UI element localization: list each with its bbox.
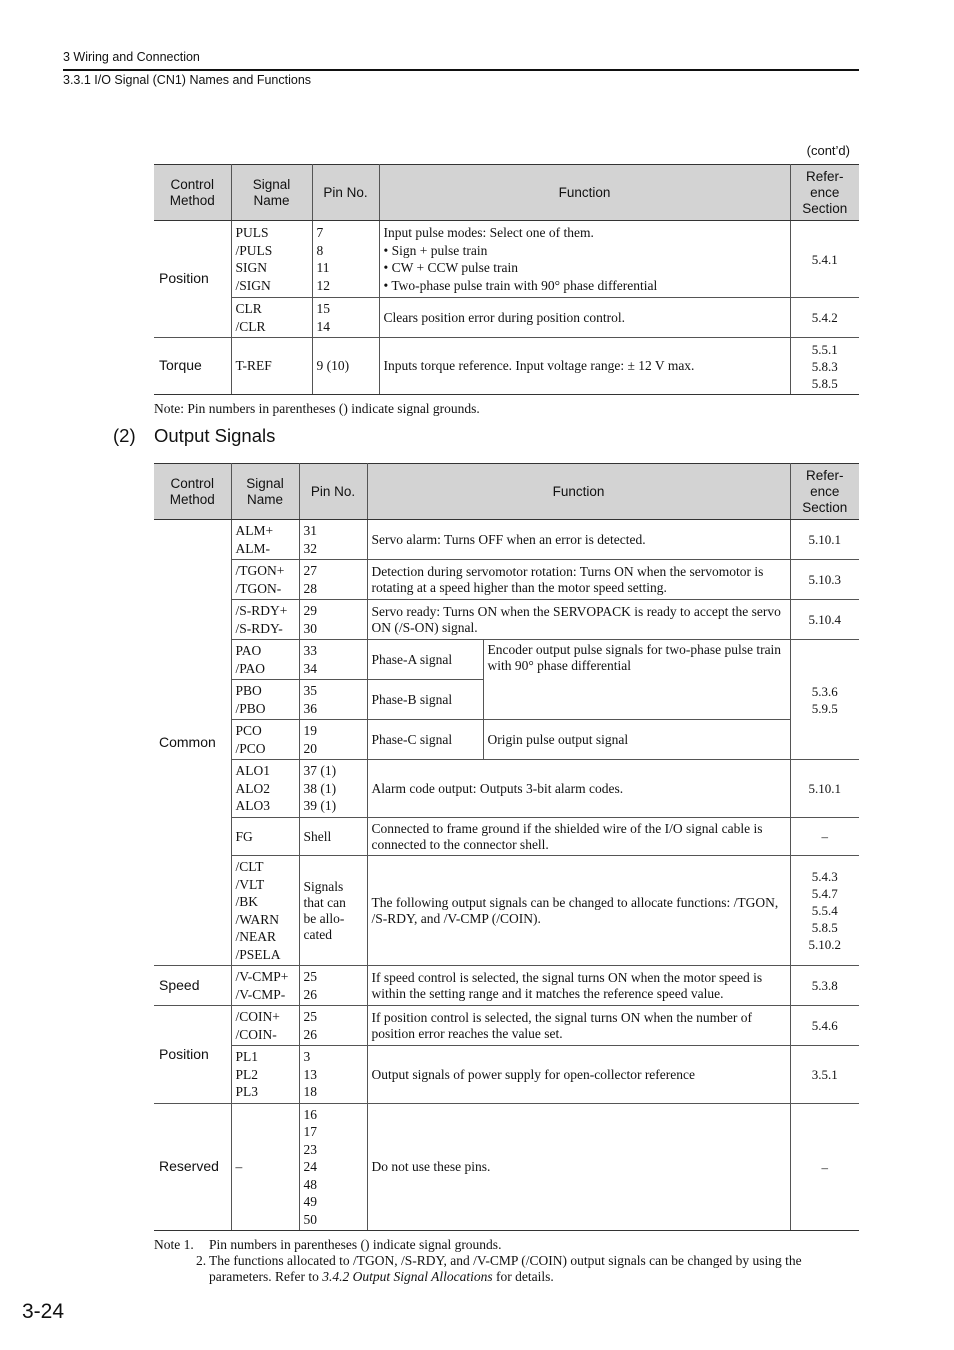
function-intro: Input pulse modes: Select one of them.: [383, 225, 594, 240]
signal-cell: /CLT /VLT /BK /WARN /NEAR /PSELA: [231, 856, 299, 966]
note-number: 2.: [196, 1253, 207, 1268]
function-cell: Origin pulse output signal: [483, 720, 790, 760]
table-header-row: [154, 464, 859, 520]
cross-reference-link[interactable]: 3.4.2 Output Signal Allocations: [322, 1269, 493, 1284]
note-text: Pin numbers in parentheses () indicate signal grounds.: [209, 1237, 502, 1252]
bullet-item: • Two-phase pulse train with 90° phase differential: [383, 277, 658, 293]
ref-cell: 3.5.1: [790, 1046, 859, 1104]
table-row: [154, 818, 859, 856]
signal-cell: PL1 PL2 PL3: [231, 1046, 299, 1104]
table-note: Note: Pin numbers in parentheses () indicate signal grounds.: [154, 401, 480, 416]
header-reference: Refer- ence Section: [790, 464, 859, 520]
pin-cell: 35 36: [299, 680, 367, 720]
function-cell: Inputs torque reference. Input voltage range: ± 12 V max.: [379, 338, 790, 395]
encoder-function-cell: Encoder output pulse signals for two-phase pulse train with 90° phase differential: [483, 640, 790, 720]
signal-cell: /TGON+ /TGON-: [231, 560, 299, 600]
signal-cell: /V-CMP+ /V-CMP-: [231, 966, 299, 1006]
table-row: [154, 640, 859, 680]
table-row: [154, 966, 859, 1006]
pin-cell: 29 30: [299, 600, 367, 640]
bullet-item: • Sign + pulse train: [383, 242, 488, 258]
ref-cell: 5.4.6: [790, 1006, 859, 1046]
ref-cell: 5.3.8: [790, 966, 859, 1006]
function-cell: If speed control is selected, the signal turns ON when the motor speed is within the setting range and it matches the reference speed value.: [367, 966, 790, 1006]
pin-cell: 37 (1) 38 (1) 39 (1): [299, 760, 367, 818]
table-row: [154, 298, 859, 338]
ref-cell: 5.10.1: [790, 760, 859, 818]
header-function: Function: [367, 464, 790, 520]
pin-cell: 3 13 18: [299, 1046, 367, 1104]
function-cell: Do not use these pins.: [367, 1104, 790, 1231]
pin-cell: Shell: [299, 818, 367, 856]
chapter-header: 3 Wiring and Connection: [63, 50, 200, 64]
table-row: [154, 520, 859, 560]
note-text: [209, 1253, 859, 1285]
section-heading: [113, 425, 275, 447]
header-signal-name: Signal Name: [231, 464, 299, 520]
pin-cell: 16 17 23 24 48 49 50: [299, 1104, 367, 1231]
note-text-pre: The functions allocated to /TGON, /S-RDY, and /V-CMP (/COIN) output signals can be changed by using the parameters. Refer to: [209, 1253, 802, 1284]
method-position: Position: [154, 1006, 231, 1104]
signal-cell: ALO1 ALO2 ALO3: [231, 760, 299, 818]
method-torque: Torque: [154, 338, 231, 395]
signal-cell: PULS /PULS SIGN /SIGN: [231, 221, 312, 298]
method-reserved: Reserved: [154, 1104, 231, 1231]
header-pin-no: Pin No.: [299, 464, 367, 520]
note-label: [154, 1253, 209, 1285]
table-row: [154, 560, 859, 600]
function-cell: If position control is selected, the signal turns ON when the number of position error reaches the value set.: [367, 1006, 790, 1046]
header-control-method: Control Method: [154, 464, 231, 520]
header-rule: [63, 69, 859, 71]
function-cell: Clears position error during position control.: [379, 298, 790, 338]
continued-label: (cont’d): [806, 143, 850, 158]
pin-cell: 19 20: [299, 720, 367, 760]
method-common: Common: [154, 520, 231, 966]
table-notes: [154, 1237, 859, 1285]
header-pin-no: Pin No.: [312, 165, 379, 221]
table-row: [154, 1104, 859, 1231]
pin-cell: 27 28: [299, 560, 367, 600]
note-item: [154, 1237, 859, 1253]
ref-cell: 5.10.4: [790, 600, 859, 640]
function-cell: Servo alarm: Turns OFF when an error is detected.: [367, 520, 790, 560]
header-function: Function: [379, 165, 790, 221]
pin-cell: 9 (10): [312, 338, 379, 395]
note-text-post: for details.: [492, 1269, 554, 1284]
phase-cell: Phase-B signal: [367, 680, 483, 720]
header-signal-name: Signal Name: [231, 165, 312, 221]
input-signals-table: [154, 164, 859, 395]
table-row: [154, 221, 859, 298]
table-row: [154, 338, 859, 395]
table-row: [154, 856, 859, 966]
ref-cell: 5.5.1 5.8.3 5.8.5: [790, 338, 859, 395]
method-speed: Speed: [154, 966, 231, 1006]
header-control-method: Control Method: [154, 165, 231, 221]
pin-cell: Signals that can be allo- cated: [299, 856, 367, 966]
table-row: [154, 720, 859, 760]
function-cell: Output signals of power supply for open-collector reference: [367, 1046, 790, 1104]
table-row: [154, 1006, 859, 1046]
bullet-item: • CW + CCW pulse train: [383, 260, 518, 275]
ref-cell: –: [790, 818, 859, 856]
pin-cell: 31 32: [299, 520, 367, 560]
signal-cell: PAO /PAO: [231, 640, 299, 680]
table-header-row: [154, 165, 859, 221]
function-cell: The following output signals can be changed to allocate functions: /TGON, /S-RDY, and /V-CMP (/COIN).: [367, 856, 790, 966]
signal-cell: PBO /PBO: [231, 680, 299, 720]
signal-cell: ALM+ ALM-: [231, 520, 299, 560]
note-label: Note 1.: [154, 1237, 194, 1252]
signal-cell: /COIN+ /COIN-: [231, 1006, 299, 1046]
table-row: [154, 600, 859, 640]
pin-cell: 15 14: [312, 298, 379, 338]
pin-cell: 33 34: [299, 640, 367, 680]
ref-cell: 5.4.1: [790, 221, 859, 298]
phase-cell: Phase-C signal: [367, 720, 483, 760]
pin-cell: 7 8 11 12: [312, 221, 379, 298]
ref-cell: –: [790, 1104, 859, 1231]
function-cell: Alarm code output: Outputs 3-bit alarm codes.: [367, 760, 790, 818]
signal-cell: /S-RDY+ /S-RDY-: [231, 600, 299, 640]
method-position: Position: [154, 221, 231, 338]
signal-cell: –: [231, 1104, 299, 1231]
signal-cell: PCO /PCO: [231, 720, 299, 760]
ref-cell: 5.4.3 5.4.7 5.5.4 5.8.5 5.10.2: [790, 856, 859, 966]
output-signals-table: [154, 463, 859, 1231]
table-row: [154, 1046, 859, 1104]
function-cell: Detection during servomotor rotation: Turns ON when the servomotor is rotating at a speed higher than the motor speed setting.: [367, 560, 790, 600]
phase-cell: Phase-A signal: [367, 640, 483, 680]
ref-cell: 5.10.3: [790, 560, 859, 600]
function-cell: [379, 221, 790, 298]
note-item: [154, 1253, 859, 1285]
ref-cell: 5.10.1: [790, 520, 859, 560]
ref-cell: 5.3.6 5.9.5: [790, 640, 859, 760]
page-number: 3-24: [22, 1300, 65, 1323]
section-header: 3.3.1 I/O Signal (CN1) Names and Functions: [63, 73, 312, 87]
pin-cell: 25 26: [299, 1006, 367, 1046]
function-cell: Connected to frame ground if the shielded wire of the I/O signal cable is connected to the connector shell.: [367, 818, 790, 856]
table-row: [154, 760, 859, 818]
signal-cell: FG: [231, 818, 299, 856]
pin-cell: 25 26: [299, 966, 367, 1006]
ref-cell: 5.4.2: [790, 298, 859, 338]
signal-cell: CLR /CLR: [231, 298, 312, 338]
function-cell: Servo ready: Turns ON when the SERVOPACK is ready to accept the servo ON (/S-ON) signal.: [367, 600, 790, 640]
section-number: (2): [113, 425, 136, 446]
section-title: Output Signals: [154, 425, 276, 446]
header-reference: Refer- ence Section: [790, 165, 859, 221]
signal-cell: T-REF: [231, 338, 312, 395]
